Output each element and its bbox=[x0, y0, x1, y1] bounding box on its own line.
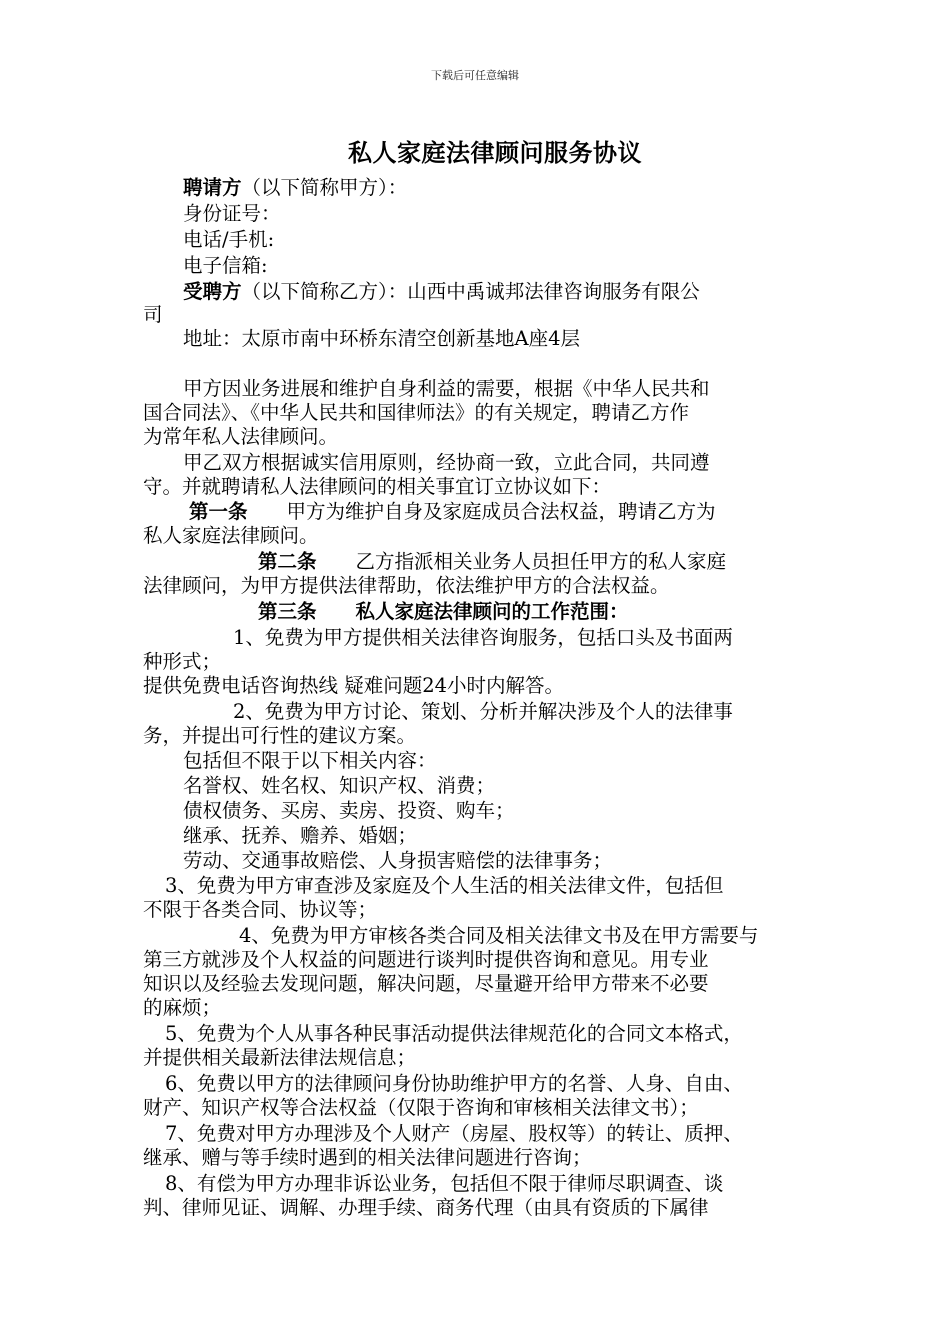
scope-item-line: 6、免费以甲方的法律顾问身份协助维护甲方的名誉、人身、自由、 bbox=[165, 1072, 743, 1095]
paragraph-line: 继承、赠与等手续时遇到的相关法律问题进行咨询； bbox=[143, 1146, 592, 1169]
scope-item-line: 5、免费为个人从事各种民事活动提供法律规范化的合同文本格式， bbox=[165, 1022, 743, 1045]
paragraph-line: 的麻烦； bbox=[143, 996, 222, 1019]
scope-item-line: 3、免费为甲方审查涉及家庭及个人生活的相关法律文件，包括但 bbox=[165, 874, 724, 897]
article-1-label: 第一条 bbox=[189, 500, 248, 523]
paragraph-line: 继承、抚养、赡养、婚姻； bbox=[183, 824, 418, 847]
paragraph-line: 名誉权、姓名权、知识产权、消费； bbox=[183, 774, 496, 797]
phone-line: 电话/手机: bbox=[183, 228, 275, 251]
paragraph-line: 私人家庭法律顾问。 bbox=[143, 524, 319, 547]
party-a-text: （以下简称甲方）： bbox=[241, 176, 408, 199]
party-b-label: 受聘方 bbox=[183, 280, 242, 303]
email-line: 电子信箱: bbox=[183, 254, 268, 277]
paragraph-line: 为常年私人法律顾问。 bbox=[143, 425, 339, 448]
party-b-line bbox=[183, 280, 700, 304]
paragraph-line: 法律顾问，为甲方提供法律帮助，依法维护甲方的合法权益。 bbox=[143, 574, 670, 597]
paragraph-line: 务，并提出可行性的建议方案。 bbox=[143, 724, 417, 747]
paragraph-line: 提供免费电话咨询热线 疑难问题24小时内解答。 bbox=[143, 674, 565, 697]
article-1-text: 甲方为维护自身及家庭成员合法权益，聘请乙方为 bbox=[247, 500, 716, 523]
scope-item-line: 7、免费对甲方办理涉及个人财产（房屋、股权等）的转让、质押、 bbox=[165, 1122, 743, 1145]
paragraph-line: 不限于各类合同、协议等； bbox=[143, 898, 378, 921]
address-line: 地址：太原市南中环桥东清空创新基地A座4层 bbox=[183, 327, 580, 350]
article-2-label: 第二条 bbox=[258, 550, 317, 573]
article-1-line bbox=[189, 500, 716, 524]
party-b-line-cont: 司 bbox=[143, 303, 163, 326]
paragraph-line: 劳动、交通事故赔偿、人身损害赔偿的法律事务； bbox=[183, 849, 613, 872]
party-b-text: （以下简称乙方）：山西中禹诚邦法律咨询服务有限公 bbox=[241, 280, 700, 303]
paragraph-line: 知识以及经验去发现问题，解决问题，尽量避开给甲方带来不必要 bbox=[143, 972, 709, 995]
paragraph-line: 国合同法》、《中华人民共和国律师法》的有关规定，聘请乙方作 bbox=[143, 401, 690, 424]
paragraph-line: 财产、知识产权等合法权益（仅限于咨询和审核相关法律文书）； bbox=[143, 1096, 699, 1119]
article-2-text: 乙方指派相关业务人员担任甲方的私人家庭 bbox=[316, 550, 727, 573]
paragraph-line: 判、律师见证、调解、办理手续、商务代理（由具有资质的下属律 bbox=[143, 1196, 709, 1219]
paragraph-line: 包括但不限于以下相关内容： bbox=[183, 749, 437, 772]
scope-item-line: 8、有偿为甲方办理非诉讼业务，包括但不限于律师尽职调查、谈 bbox=[165, 1172, 724, 1195]
party-a-line bbox=[183, 176, 407, 200]
article-3-heading: 第三条 私人家庭法律顾问的工作范围： bbox=[258, 600, 629, 623]
paragraph-line: 债权债务、买房、卖房、投资、购车； bbox=[183, 799, 515, 822]
party-a-label: 聘请方 bbox=[183, 176, 242, 199]
paragraph-line: 并提供相关最新法律法规信息； bbox=[143, 1046, 417, 1069]
paragraph-line: 甲乙双方根据诚实信用原则，经协商一致，立此合同，共同遵 bbox=[183, 451, 710, 474]
paragraph-line: 第三方就涉及个人权益的问题进行谈判时提供咨询和意见。用专业 bbox=[143, 948, 709, 971]
scope-item-line: 1、免费为甲方提供相关法律咨询服务，包括口头及书面两 bbox=[233, 626, 733, 649]
page-header: 下载后可任意编辑 bbox=[431, 69, 519, 82]
document-title: 私人家庭法律顾问服务协议 bbox=[348, 138, 642, 167]
paragraph-line: 甲方因业务进展和维护自身利益的需要，根据《中华人民共和 bbox=[183, 377, 710, 400]
paragraph-line: 种形式； bbox=[143, 650, 222, 673]
scope-item-line: 4、免费为甲方审核各类合同及相关法律文书及在甲方需要与 bbox=[239, 924, 759, 947]
id-number-line: 身份证号： bbox=[183, 202, 281, 225]
scope-item-line: 2、免费为甲方讨论、策划、分析并解决涉及个人的法律事 bbox=[233, 700, 733, 723]
paragraph-line: 守。并就聘请私人法律顾问的相关事宜订立协议如下： bbox=[143, 475, 612, 498]
article-2-line bbox=[258, 550, 726, 574]
